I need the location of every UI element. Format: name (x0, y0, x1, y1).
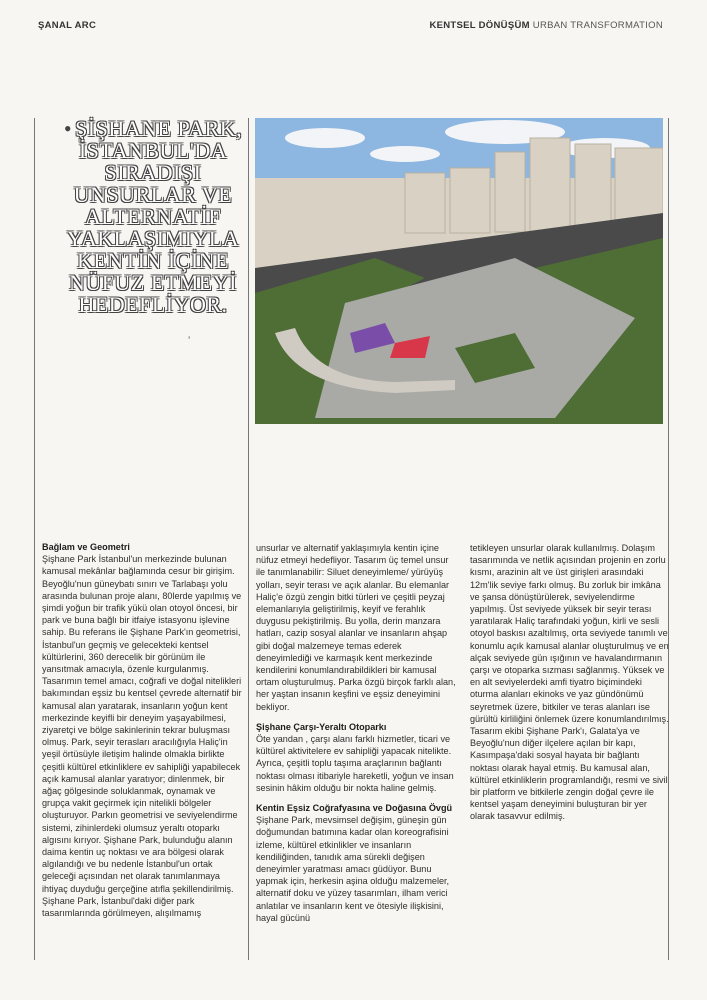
paragraph: Şişhane Park, İstanbul'daki diğer park tasarımlarında görülmeyen, alışılmamış (42, 895, 202, 919)
article-column-2 (256, 542, 456, 924)
pull-quote-text: ŞİŞHANE PARK, İSTANBUL'DA SIRADIŞI UNSURLAR VE ALTERNATİF YAKLAŞIMIYLA KENTİN İÇİNE NÜFUZ ETMEYİ HEDEFLİYOR. (66, 116, 243, 317)
column-divider-left (34, 118, 35, 960)
heading-parking: Şişhane Çarşı-Yeraltı Otoparkı (256, 721, 387, 732)
heading-context-geometry: Bağlam ve Geometri (42, 542, 130, 552)
article-column-1 (42, 541, 242, 919)
decorative-tick-mark: ʼ (188, 336, 191, 347)
paragraph: tetikleyen unsurlar olarak kullanılmış. Dolaşım tasarımında ve netlik açısından projenin en zorlu kısmı, arazinin alt ve üst girişleri arasındaki 12m'lik seviye farkı olmuş. Bu zorluk bir imkâna ve şansa dönüştürülerek, seviyelendirme yapılmış. Üst seviyede yüksek bir seyir terası yaratılarak Haliç tarafındaki yoğun, kirli ve sesli otoyol baskısı azaltılmış, orta seviyede tanımlı ve konumlu açık kamusal alanlar oluşturulmuş ve en alçak seviyede gün ışığının ve havalandırmanın çarşı ve otoparka sızması sağlanmış. Yüksek ve en alt seviyelerdeki amfi tiyatro biçimindeki oturma alanları ekinoks ve yaz gündönümü seyretmek üzere, bitkiler ve teras alanları ise gürültü kirliliğini önlemek üzere konumlandırılmış. Tasarım ekibi Şişhane Park'ı, Galata'ya ve Beyoğlu'nun diğer ilçelere açılan bir kapı, Kasımpaşa'daki sosyal hayata bir bağlantı noktası olarak hayal etmiş. Bu kamusal alan, kültürel etkinliklerin programlandığı, resmi ve sivil bir platform ve bitkilerle zengin doğal çevre ile kentsel yaşam deneyimini buluşturan bir yer olarak tasavvur edilmiş. (470, 543, 669, 822)
section-title (429, 20, 663, 31)
section-title-english: URBAN TRANSFORMATION (532, 20, 663, 31)
paragraph: Şişhane Park, mevsimsel değişim, güneşin gün doğumundan batımına kadar olan koreografisini izleme, kültürel etkinlikler ve insanların kendiliğinden, tanıdık ama sürekli değişen deneyimler yaratması amacı güdüyor. Bunu yapmak için, herkesin aşina olduğu malzemeler, alternatif doku ve yüzey tasarımları, ilham verici anlatılar ve insanların kent ve ötesiyle ilişkisini, hayal gücünü (256, 815, 450, 923)
park-aerial-illustration (255, 118, 663, 424)
paragraph: unsurlar ve alternatif yaklaşımıyla kentin içine nüfuz etmeyi hedefliyor. Tasarım üç temel unsur ile tanımlanabilir: Siluet deneyimleme/ yürüyüş yolları, seyir terası ve açık alanlar. Bu elemanlar Haliç'e özgü zengin bitki türleri ve çeşitli peyzaj elemanlarıyla geliştirilmiş, keyif ve ferahlık duygusu pekiştirilmiş. Bu yolla, derin manzara hatları, cazip sosyal alanlar ve insanların ahşap gibi doğal malzemeye temas ederek deneyimlediği ve karmaşık kent merkezinde kendilerini konumlandırabildikleri bir kamusal ortam oluşturulmuş. Parka özgü birçok farklı alan, her yaştan insanın keşfini ve eşsiz deneyimini bekliyor. (256, 543, 456, 712)
park-aerial-photo (255, 118, 663, 424)
paragraph: Şişhane Park İstanbul'un merkezinde bulunan kamusal mekânlar bağlamında cesur bir girişim. Beyoğlu'nun güneybatı sınırı ve Tarlabaşı yolu arasında bulunan proje alanı, 80lerde yapılmış ve şimdi yoğun bir trafik yükü olan otoyol öncesi, bir park ve buna bağlı bir itfaiye istasyonu işlevine sahip. Bu referans ile Şişhane Park'ın geometrisi, İstanbul'un geçmiş ve gelecekteki kentsel kültürlerini, 360 derecelik bir görünüm ile yansıtmak amacıyla, özenle kurgulanmış. Tasarımın temel amacı, coğrafi ve doğal nitelikleri bakımından eşsiz bu kentsel çevrede alternatif bir kamusal alan yaratarak, insanların yoğun kent merkezinde keyifli bir deneyim yaşayabilmesi, ziyaretçi ve bölge sakinlerinin tekrar buluşması olmuş. Park, seyir terasları aracılığıyla Haliç'in yeşil örtüsüyle iletişim halinde olmakla birlikte çeşitli kültürel etkinliklere ev sahipliği yapabilecek açık kamusal alanlar yaratıyor; dinlenmek, bir ağaç gölgesinde soluklanmak, oynamak ve grupça vakit geçirmek için nitelikli bölgeler oluşturuyor. Parkın geometrisi ve seviyelendirme sistemi, zihinlerdeki olumsuz yeraltı otoparkı algısını kırıyor. Şişhane Park, bulunduğu alanın daima kentin uç noktası ve ara bölgesi olarak algılandığı ve bu nedenle İstanbul'un ortak geleceği açısından net olarak tanımlanmaya ihtiyaç duyduğu gerçeğine atıfla şekillendirilmiş. (42, 554, 242, 894)
magazine-section-label: ŞANAL ARC (38, 20, 97, 31)
column-divider-right (668, 118, 669, 960)
heading-geography: Kentin Eşsiz Coğrafyasına ve Doğasına Övgü (256, 803, 453, 814)
paragraph: Öte yandan , çarşı alanı farklı hizmetler, ticari ve kültürel aktivitelere ev sahipliği yapacak nitelikte. Ayrıca, çeşitli toplu taşıma araçlarının bağlantı noktası olması itibariyle hareketli, yoğun ve insan sesinin hâkim olduğu bir nokta haline gelmiş. (256, 734, 454, 793)
section-title-turkish: KENTSEL DÖNÜŞÜM (429, 20, 530, 31)
column-divider-middle (248, 118, 249, 960)
article-column-3 (470, 542, 670, 823)
pull-quote (58, 118, 248, 316)
pull-quote-bullet: • (63, 116, 73, 141)
